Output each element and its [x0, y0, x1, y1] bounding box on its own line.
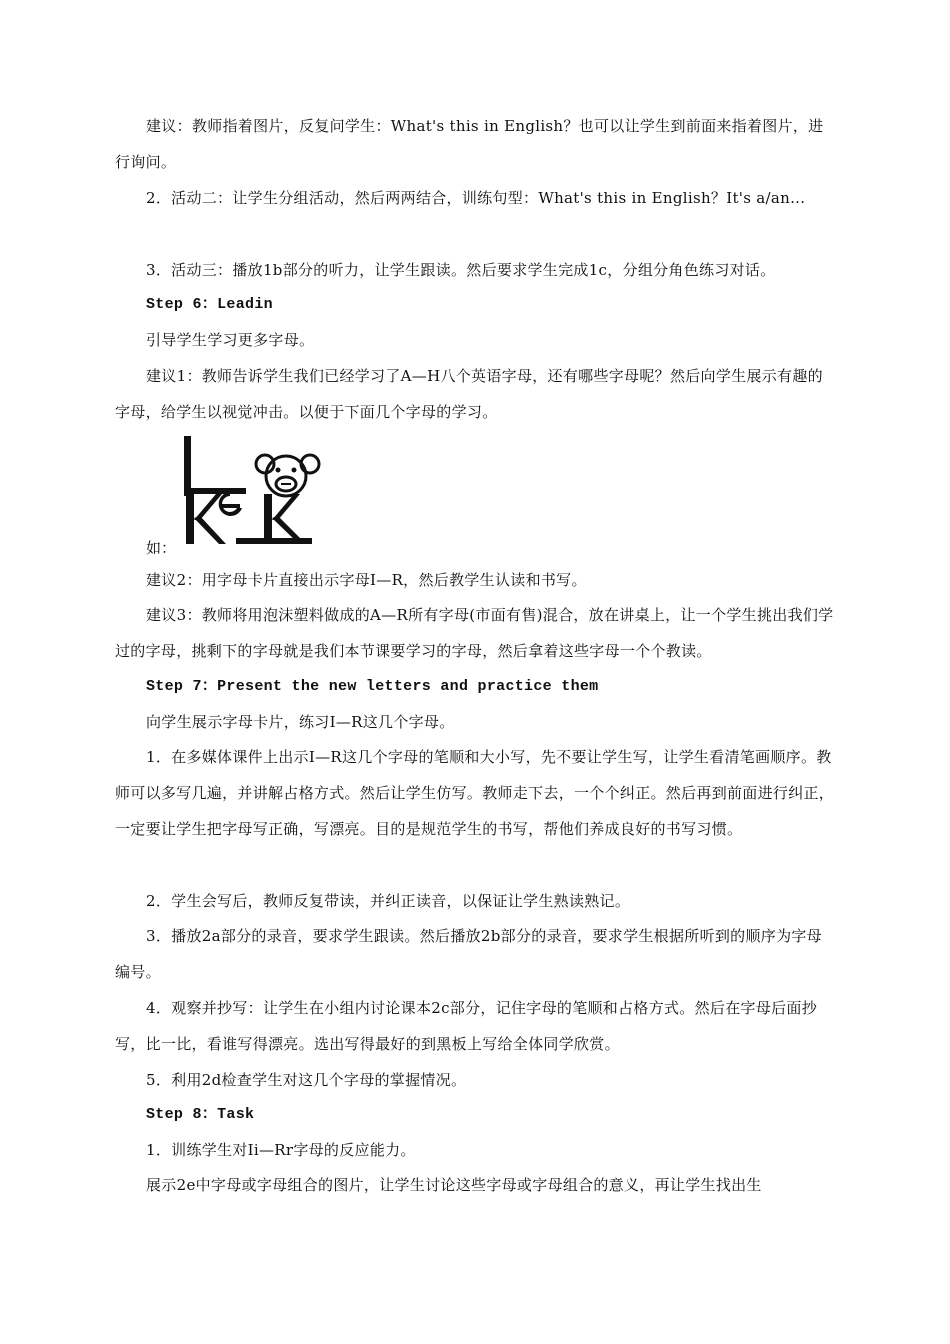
- letter-animal-picture: [176, 430, 336, 550]
- monkey-mouth: [281, 483, 291, 485]
- e-curve: [219, 492, 242, 516]
- monkey-eye-left: [276, 468, 281, 473]
- paragraph-show-cards: 向学生展示字母卡片，练习I—R这几个字母。: [146, 713, 455, 731]
- paragraph-item-2: 2．学生会写后，教师反复带读，并纠正读音，以保证让学生熟读熟记。: [146, 892, 631, 910]
- paragraph-activity-2: 2．活动二：让学生分组活动，然后两两结合，训练句型：What's this in English？It's a/an...: [146, 189, 806, 207]
- bottom-line: [236, 538, 312, 544]
- k-arm: [194, 494, 222, 520]
- example-label: 如：: [146, 539, 177, 557]
- e-bar: [220, 504, 240, 508]
- paragraph-suggestion-3: 建议3：教师将用泡沫塑料做成的A—R所有字母(市面有售)混合，放在讲桌上，让一个学生挑出我们学过的字母，挑剩下的字母就是我们本节课要学习的字母，然后拿着这些字母一个个教读。: [115, 606, 834, 660]
- heading-step-6: Step 6：Leadin: [146, 296, 273, 313]
- paragraph-task-1: 1．训练学生对Ii—Rr字母的反应能力。: [146, 1141, 416, 1159]
- heading-step-8: Step 8：Task: [146, 1106, 255, 1123]
- k-leg: [194, 516, 226, 544]
- paragraph-suggestion: 建议：教师指着图片，反复问学生：What's this in English？也可以让学生到前面来指着图片，进行询问。: [115, 117, 824, 171]
- paragraph-suggestion-1: 建议1：教师告诉学生我们已经学习了A—H八个英语字母，还有哪些字母呢？然后向学生展示有趣的字母，给学生以视觉冲击。以便于下面几个字母的学习。: [115, 367, 823, 421]
- k-stem: [186, 494, 194, 544]
- paragraph-item-5: 5．利用2d检查学生对这几个字母的掌握情况。: [146, 1071, 467, 1089]
- monkey-head: [256, 455, 319, 496]
- tall-l-stroke: [184, 436, 191, 496]
- letter-figure: [146, 430, 336, 558]
- paragraph-activity-3: 3．活动三：播放1b部分的听力，让学生跟读。然后要求学生完成1c，分组分角色练习对话。: [146, 261, 776, 279]
- paragraph-show-2e: 展示2e中字母或字母组合的图片，让学生讨论这些字母或字母组合的意义，再让学生找出生: [146, 1176, 762, 1194]
- paragraph-lead-more-letters: 引导学生学习更多字母。: [146, 331, 315, 349]
- l-base-stroke: [184, 488, 246, 494]
- heading-step-7: Step 7：Present the new letters and practice them: [146, 678, 599, 695]
- k2-arm: [272, 494, 300, 520]
- paragraph-item-4: 4．观察并抄写：让学生在小组内讨论课本2c部分，记住字母的笔顺和占格方式。然后在字母后面抄写，比一比，看谁写得漂亮。选出写得最好的到黑板上写给全体同学欣赏。: [115, 999, 817, 1053]
- paragraph-item-3: 3．播放2a部分的录音，要求学生跟读。然后播放2b部分的录音，要求学生根据所听到的顺序为字母编号。: [115, 927, 822, 981]
- monkey-eye-right: [292, 468, 297, 473]
- k2-stem: [264, 494, 272, 544]
- paragraph-suggestion-2: 建议2：用字母卡片直接出示字母I—R，然后教学生认读和书写。: [146, 571, 587, 589]
- paragraph-item-1: 1．在多媒体课件上出示I—R这几个字母的笔顺和大小写，先不要让学生写，让学生看清笔画顺序。教师可以多写几遍，并讲解占格方式。然后让学生仿写。教师走下去，一个个纠正。然后再到前面进行纠正，一定要让学生把字母写正确，写漂亮。目的是规范学生的书写，帮他们养成良好的书写习惯。: [115, 748, 835, 838]
